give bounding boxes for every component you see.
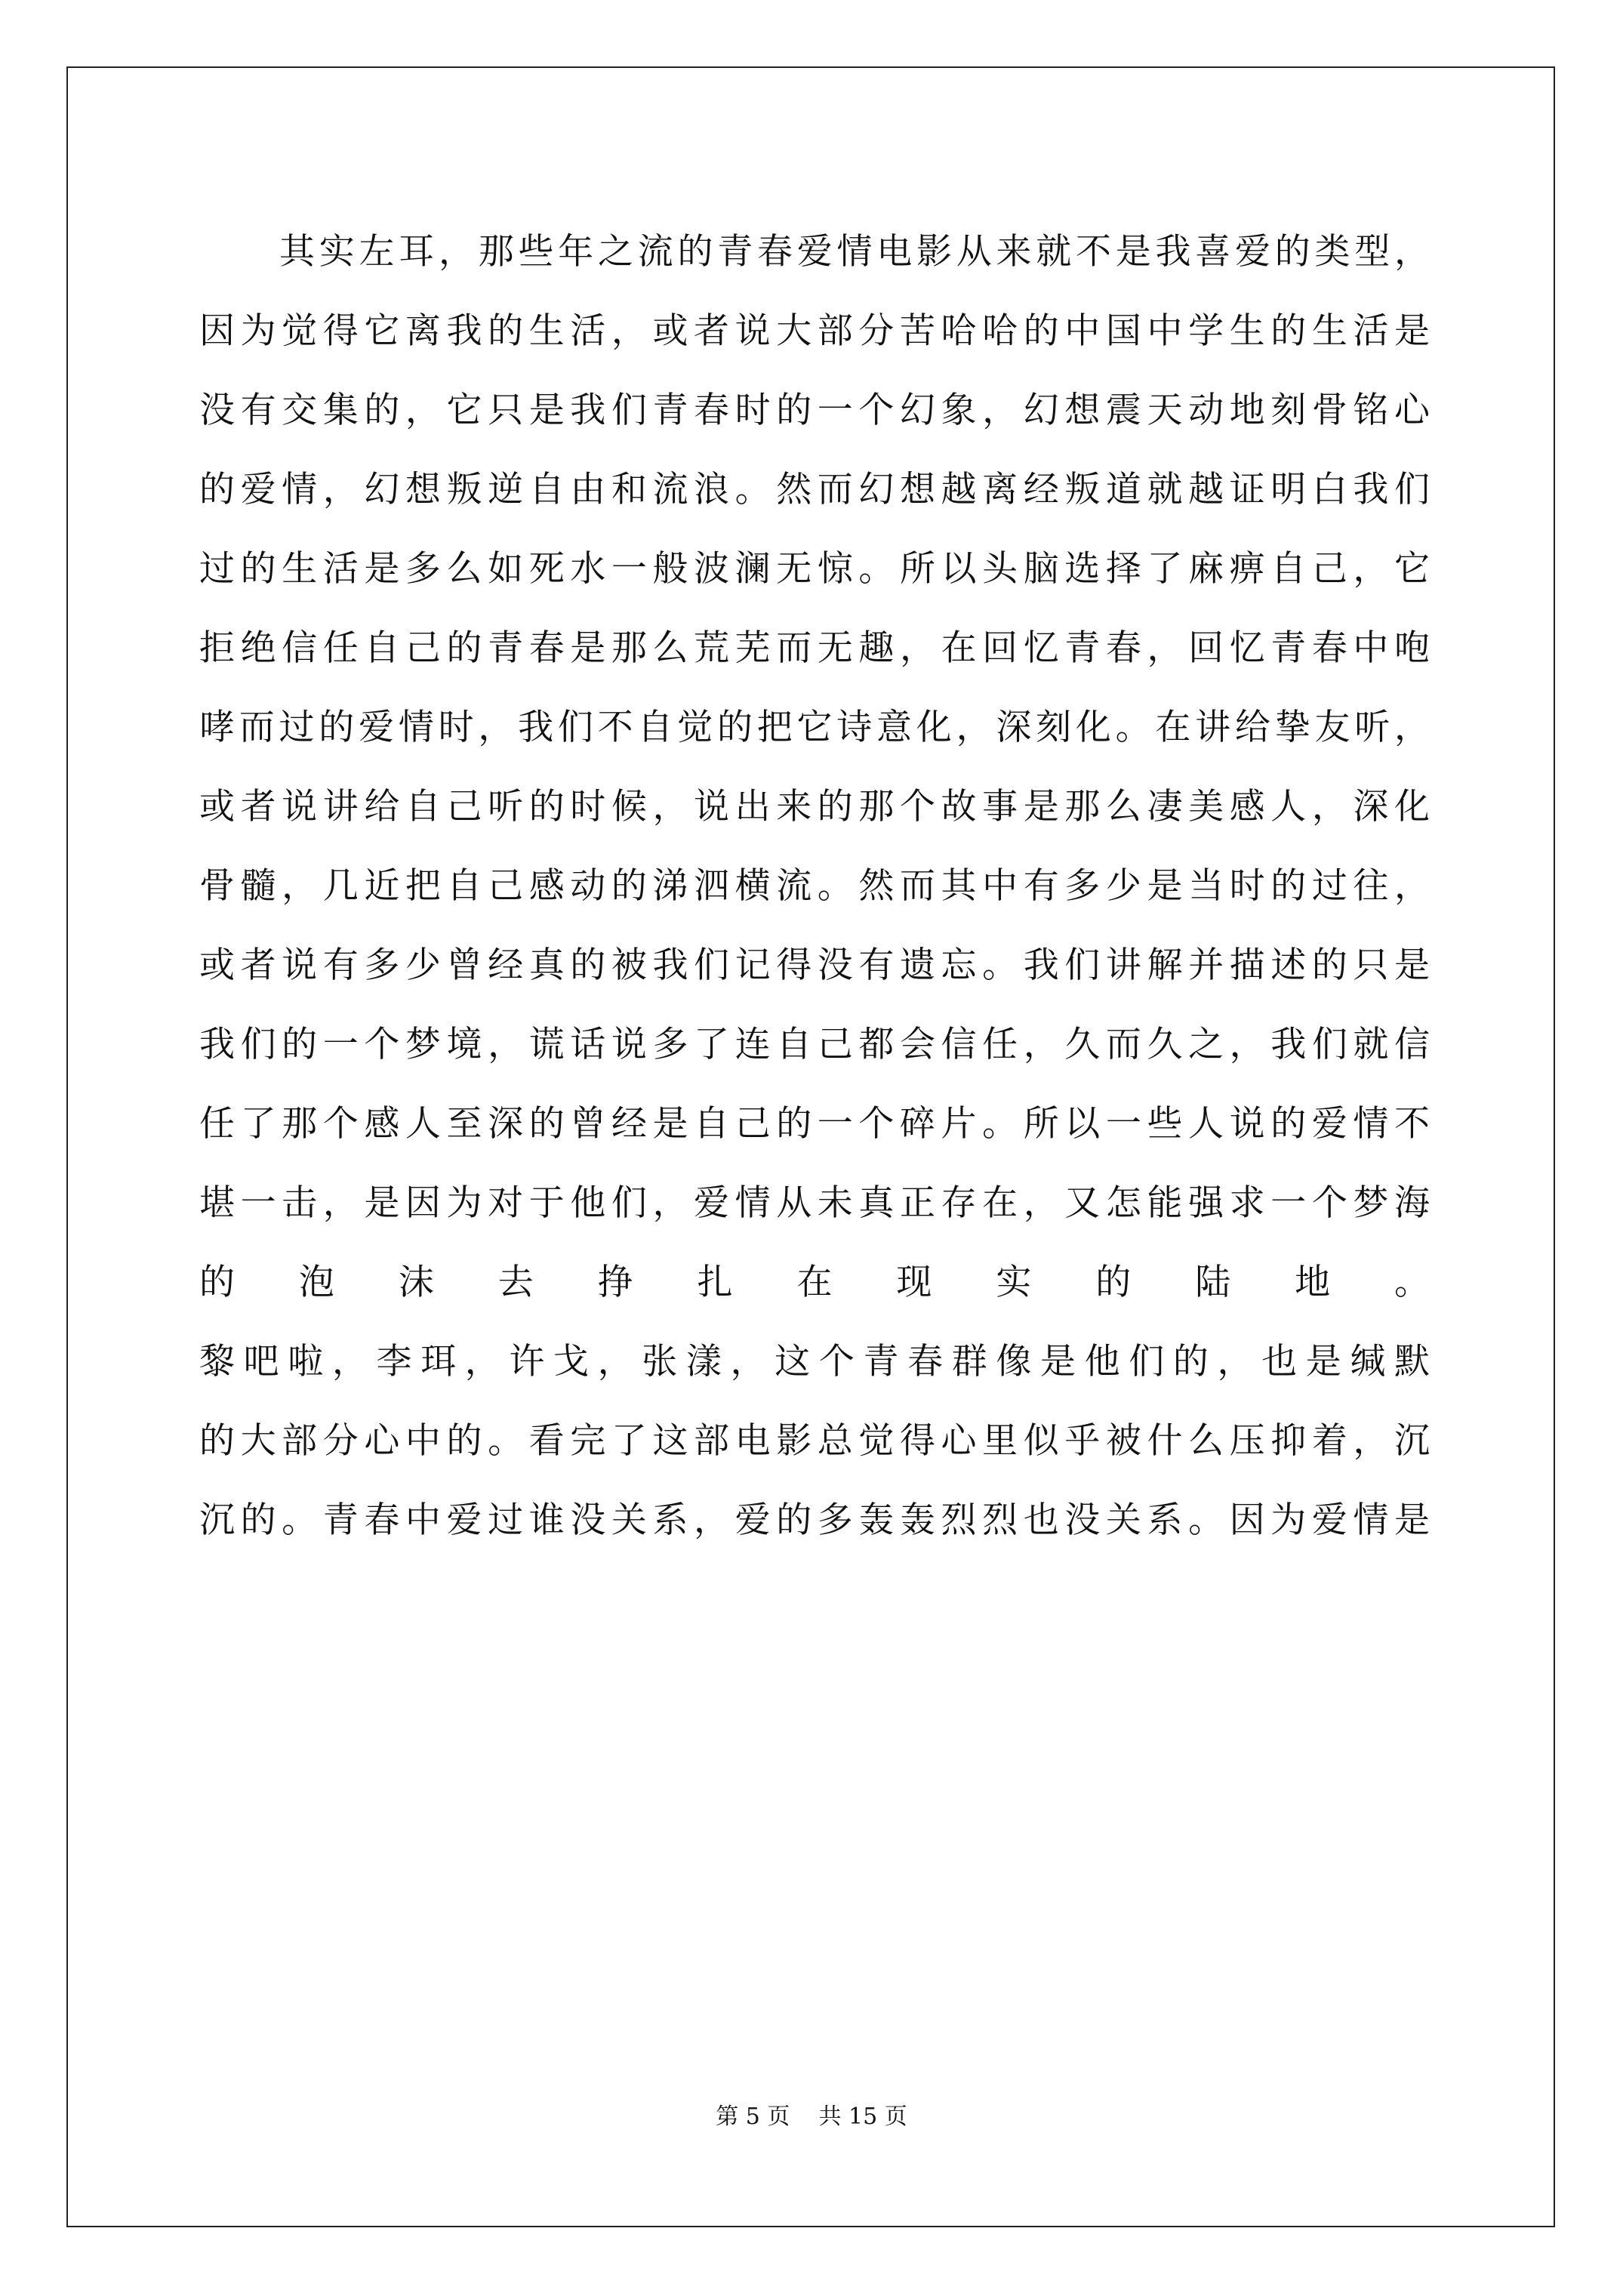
paragraph-1-line-5: 过的生活是多么如死水一般波澜无惊。所以头脑选择了麻痹自己，它: [199, 548, 1430, 590]
paragraph-1-line-12: 任了那个感人至深的曾经是自己的一个碎片。所以一些人说的爱情不: [199, 1103, 1430, 1145]
paragraph-1-line-7: 哮而过的爱情时，我们不自觉的把它诗意化，深刻化。在讲给挚友听，: [199, 707, 1430, 748]
paragraph-1-line-4: 的爱情，幻想叛逆自由和流浪。然而幻想越离经叛道就越证明白我们: [199, 469, 1430, 510]
paragraph-1-line-17: 沉的。青春中爱过谁没关系，爱的多轰轰烈烈也没关系。因为爱情是: [199, 1499, 1430, 1541]
paragraph-2-line-2: [199, 1814, 1430, 1860]
paragraph-1-line-9: 骨髓，几近把自己感动的涕泗横流。然而其中有多少是当时的过往，: [199, 865, 1430, 907]
paragraph-2-line-1: [279, 1735, 1430, 1780]
paragraph-1-line-18: [199, 1577, 1430, 1623]
paragraph-1-line-11: 我们的一个梦境，谎话说多了连自己都会信任，久而久之，我们就信: [199, 1024, 1430, 1065]
paragraph-1-line-1: 其实左耳，那些年之流的青春爱情电影从来就不是我喜爱的类型，: [279, 231, 1430, 273]
paragraph-1-line-6: 拒绝信任自己的青春是那么荒芜而无趣，在回忆青春，回忆青春中咆: [199, 627, 1430, 669]
paragraph-1-line-3: 没有交集的，它只是我们青春时的一个幻象，幻想震天动地刻骨铭心: [199, 390, 1430, 431]
paragraph-1-line-2: 因为觉得它离我的生活，或者说大部分苦哈哈的中国中学生的生活是: [199, 310, 1430, 352]
paragraph-1-line-13: 堪一击，是因为对于他们，爱情从未真正存在，又怎能强求一个梦海: [199, 1182, 1430, 1224]
paragraph-1-line-10: 或者说有多少曾经真的被我们记得没有遗忘。我们讲解并描述的只是: [199, 945, 1430, 986]
paragraph-1-line-16: 的大部分心中的。看完了这部电影总觉得心里似乎被什么压抑着，沉: [199, 1420, 1430, 1462]
paragraph-1-line-8: 或者说讲给自己听的时候，说出来的那个故事是那么凄美感人，深化: [199, 786, 1430, 827]
paragraph-1-line-14: 的泡沫去挣扎在现实的陆地。: [199, 1262, 1430, 1303]
paragraph-1-line-15: 黎吧啦，李珥，许戈，张漾，这个青春群像是他们的，也是缄默: [199, 1341, 1430, 1382]
paragraph-2-line-3: [199, 1894, 1430, 1939]
paragraph-1-line-19: [199, 1657, 1430, 1702]
page-number-footer: 第 5 页 共 15 页: [716, 2103, 907, 2130]
